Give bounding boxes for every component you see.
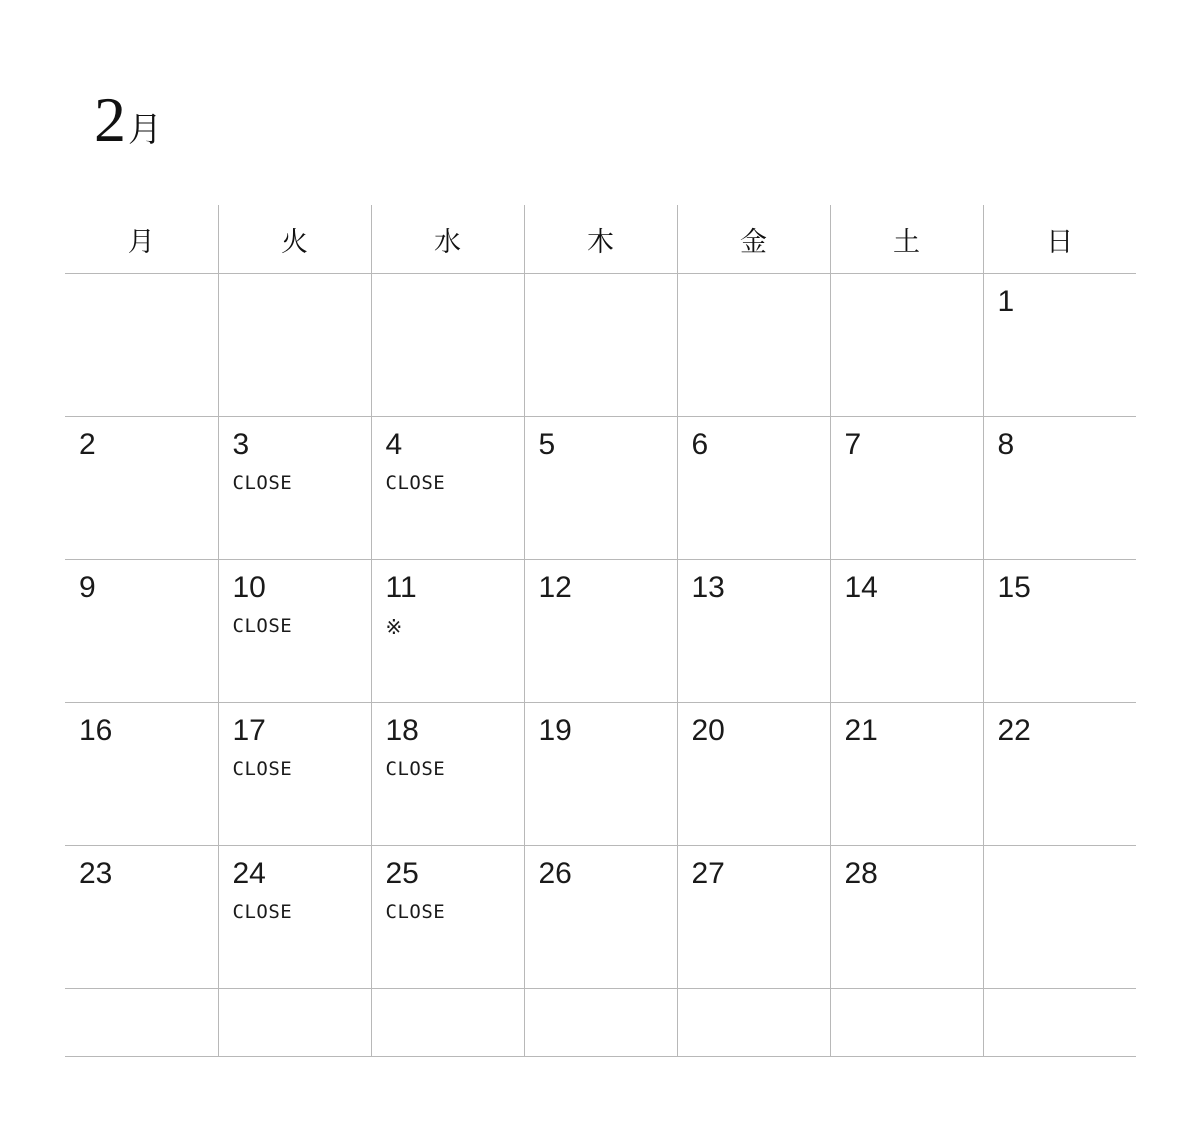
day-cell [371,846,524,989]
day-cell [830,703,983,846]
day-cell [218,274,371,417]
day-note: CLOSE [232,900,293,923]
day-number: 27 [691,857,725,890]
day-number: 18 [385,714,419,747]
month-kanji: 月 [128,112,162,149]
day-number: 5 [538,428,556,461]
day-number: 12 [538,571,572,604]
day-number: 1 [997,285,1015,318]
day-cell [524,417,677,560]
weekday-header-tue: 火 [218,205,371,274]
page-title [94,84,162,155]
calendar-week-row [65,989,1136,1057]
day-note: ※ [385,614,403,639]
day-number: 11 [385,571,417,604]
day-number: 15 [997,571,1031,604]
calendar-week-row [65,417,1136,560]
day-note: CLOSE [385,471,446,494]
day-cell [524,703,677,846]
day-cell [677,274,830,417]
day-number: 3 [232,428,250,461]
weekday-header-fri: 金 [677,205,830,274]
weekday-header-row [65,205,1136,274]
day-cell [218,703,371,846]
day-cell [65,417,218,560]
day-number: 4 [385,428,403,461]
day-cell [524,989,677,1057]
day-cell [65,989,218,1057]
day-cell [218,846,371,989]
day-cell [371,989,524,1057]
day-cell [371,274,524,417]
day-note: CLOSE [232,614,293,637]
weekday-header-sun: 日 [983,205,1136,274]
day-number: 16 [79,714,113,747]
day-cell [830,274,983,417]
day-cell [830,846,983,989]
day-number: 21 [844,714,878,747]
weekday-header-mon: 月 [65,205,218,274]
day-cell [983,989,1136,1057]
day-cell [677,846,830,989]
day-number: 7 [844,428,862,461]
day-cell [371,417,524,560]
day-cell [65,274,218,417]
day-cell [830,417,983,560]
day-cell [983,560,1136,703]
day-cell [677,703,830,846]
day-cell [65,560,218,703]
day-number: 13 [691,571,725,604]
day-cell [983,703,1136,846]
day-number: 9 [79,571,96,604]
day-number: 28 [844,857,878,890]
day-cell [65,846,218,989]
day-cell [218,417,371,560]
day-cell [524,274,677,417]
day-number: 25 [385,857,419,890]
day-number: 14 [844,571,878,604]
day-number: 23 [79,857,113,890]
day-number: 8 [997,428,1015,461]
day-number: 26 [538,857,572,890]
day-cell [983,274,1136,417]
day-note: CLOSE [385,900,446,923]
day-note: CLOSE [232,471,293,494]
weekday-header-sat: 土 [830,205,983,274]
day-note: CLOSE [232,757,293,780]
calendar-week-row [65,846,1136,989]
day-cell [524,846,677,989]
day-note: CLOSE [385,757,446,780]
day-cell [983,417,1136,560]
day-number: 19 [538,714,572,747]
weekday-header-wed: 水 [371,205,524,274]
day-number: 24 [232,857,266,890]
day-cell [830,989,983,1057]
day-number: 10 [232,571,266,604]
day-cell [371,560,524,703]
day-cell [983,846,1136,989]
calendar-week-row [65,703,1136,846]
day-cell [218,560,371,703]
day-cell [65,703,218,846]
day-number: 6 [691,428,709,461]
calendar-week-row [65,560,1136,703]
day-cell [218,989,371,1057]
day-cell [677,560,830,703]
weekday-header-thu: 木 [524,205,677,274]
month-number: 2 [94,84,126,155]
day-cell [677,989,830,1057]
day-cell [524,560,677,703]
day-cell [677,417,830,560]
day-cell [371,703,524,846]
calendar-week-row [65,274,1136,417]
month-calendar [65,205,1136,1057]
day-number: 17 [232,714,266,747]
day-number: 22 [997,714,1031,747]
day-number: 20 [691,714,725,747]
day-number: 2 [79,428,96,461]
day-cell [830,560,983,703]
